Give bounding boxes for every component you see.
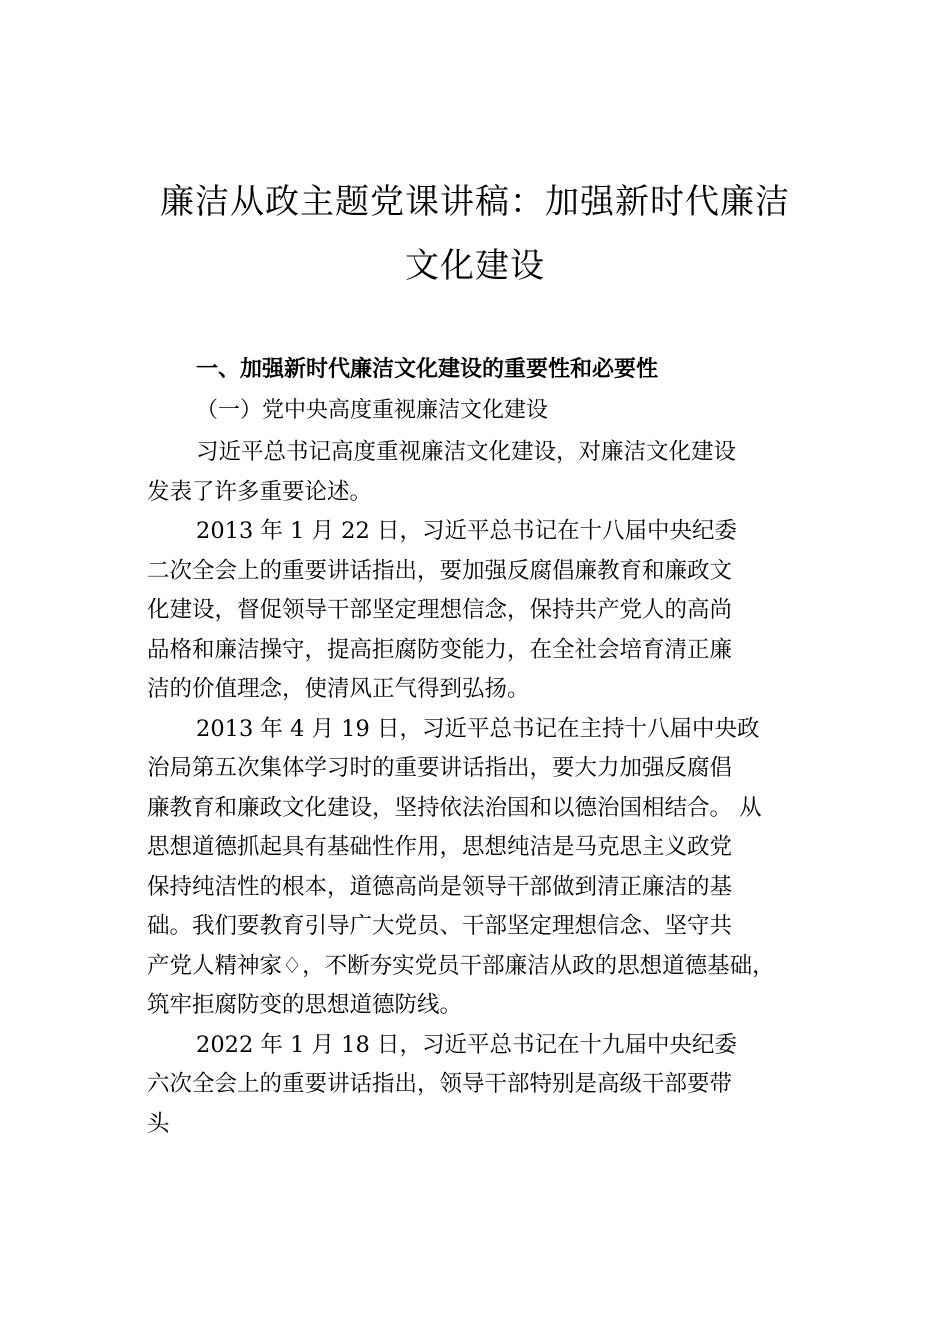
document-title-line-2: 文化建设 — [405, 246, 545, 286]
body-line-17: 六次全会上的重要讲话指出，领导干部特别是高级干部要带 — [147, 1071, 733, 1097]
body-line-10: 廉教育和廉政文化建设，坚持依法治国和以德治国相结合。 从 — [147, 795, 762, 821]
body-line-15: 筑牢拒腐防变的思想道德防线。 — [147, 992, 463, 1018]
subsection-heading: （一）党中央高度重视廉洁文化建设 — [196, 398, 549, 423]
body-line-11: 思想道德抓起具有基础性作用，思想纯洁是马克思主义政党 — [147, 834, 733, 860]
body-line-2: 发表了许多重要论述。 — [147, 479, 373, 505]
body-line-14: 产党人精神家♢，不断夯实党员干部廉洁从政的思想道德基础， — [147, 953, 775, 979]
section-heading: 一、加强新时代廉洁文化建设的重要性和必要性 — [196, 357, 659, 382]
body-line-16: 2022 年 1 月 18 日，习近平总书记在十九届中央纪委 — [196, 1032, 737, 1058]
body-line-7: 洁的价值理念，使清风正气得到弘扬。 — [147, 676, 530, 702]
body-line-9: 治局第五次集体学习时的重要讲话指出，要大力加强反腐倡 — [147, 755, 733, 781]
body-line-1: 习近平总书记高度重视廉洁文化建设，对廉洁文化建设 — [196, 439, 737, 465]
body-line-8: 2013 年 4 月 19 日，习近平总书记在主持十八届中央政 — [196, 716, 760, 742]
body-line-18: 头 — [147, 1111, 170, 1137]
body-line-13: 础。我们要教育引导广大党员、干部坚定理想信念、坚守共 — [147, 913, 733, 939]
document-title-line-1: 廉洁从政主题党课讲稿：加强新时代廉洁 — [160, 182, 790, 222]
body-line-6: 品格和廉洁操守，提高拒腐防变能力，在全社会培育清正廉 — [147, 637, 733, 663]
body-line-12: 保持纯洁性的根本，道德高尚是领导干部做到清正廉洁的基 — [147, 874, 733, 900]
body-line-5: 化建设，督促领导干部坚定理想信念，保持共产党人的高尚 — [147, 597, 733, 623]
body-line-4: 二次全会上的重要讲话指出，要加强反腐倡廉教育和廉政文 — [147, 558, 733, 584]
body-line-3: 2013 年 1 月 22 日，习近平总书记在十八届中央纪委 — [196, 518, 737, 544]
